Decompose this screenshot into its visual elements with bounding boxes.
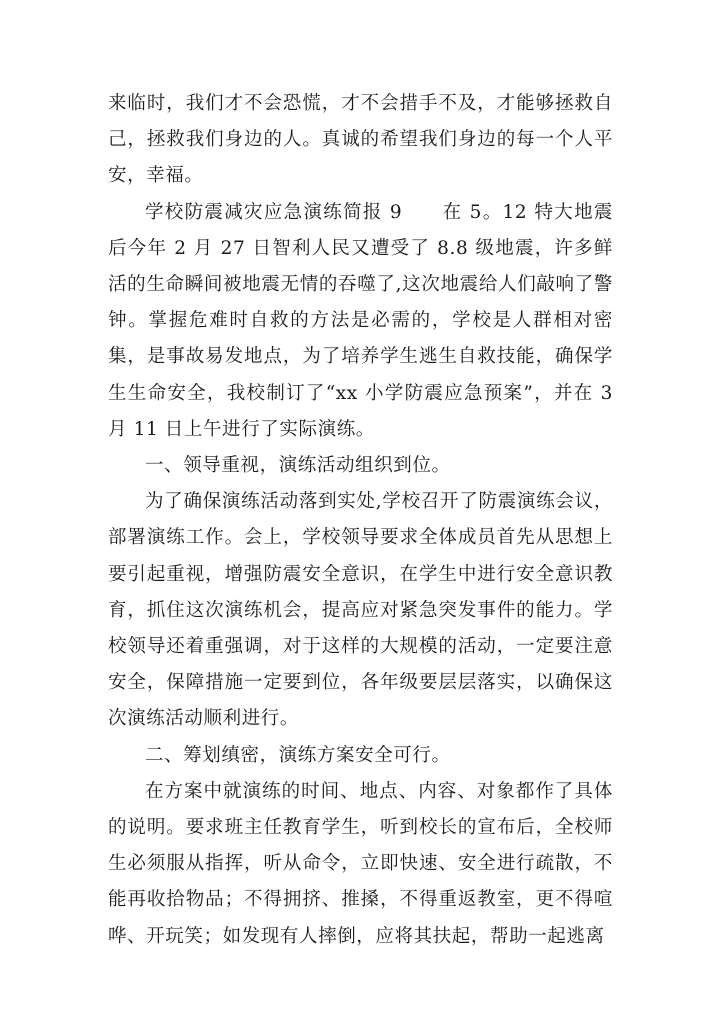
section-heading-2: 二、筹划缜密，演练方案安全可行。: [145, 744, 451, 766]
section-heading-1: 一、领导重视，演练活动组织到位。: [145, 455, 451, 477]
paragraph-continuation: 来临时，我们才不会恐慌，才不会措手不及，才能够拯救自己，拯救我们身边的人。真诚的希望我们身边的每一个人平安，幸福。: [108, 93, 613, 187]
document-page: [108, 86, 613, 955]
paragraph-briefing-intro: 学校防震减灾应急演练简报 9 在 5。12 特大地震后今年 2 月 27 日智利人民又遭受了 8.8 级地震，许多鲜活的生命瞬间被地震无情的吞噬了,这次地震给人们敲响了警钟。掌握危难时自救的方法是必需的，学校是人群相对密集，是事故易发地点，为了培养学生逃生自救技能，确保学生生命安全，我校制订了“xx 小学防震应急预案”，并在 3 月 11 日上午进行了实际演练。: [108, 201, 613, 440]
paragraph-section-2: 在方案中就演练的时间、地点、内容、对象都作了具体的说明。要求班主任教育学生，听到校长的宣布后，全校师生必须服从指挥，听从命令，立即快速、安全进行疏散，不能再收拾物品；不得拥挤、推搡，不得重返教室，更不得喧哗、开玩笑；如发现有人摔倒，应将其扶起，帮助一起逃离: [108, 780, 613, 947]
paragraph-section-1: 为了确保演练活动落到实处,学校召开了防震演练会议，部署演练工作。会上，学校领导要求全体成员首先从思想上要引起重视，增强防震安全意识，在学生中进行安全意识教育，抓住这次演练机会，提高应对紧急突发事件的能力。学校领导还着重强调，对于这样的大规模的活动，一定要注意安全，保障措施一定要到位，各年级要层层落实，以确保这次演练活动顺利进行。: [108, 491, 613, 730]
